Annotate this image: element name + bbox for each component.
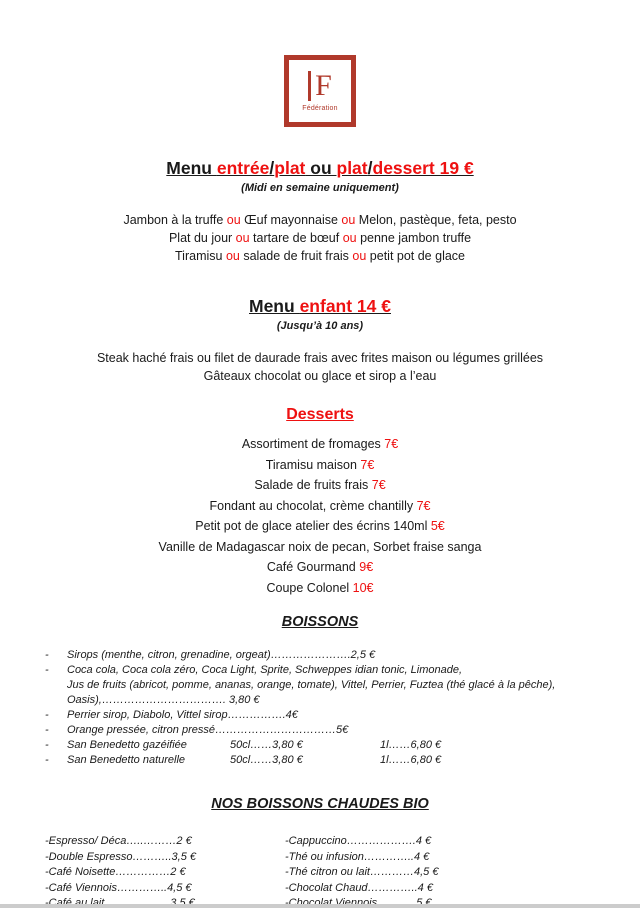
text-segment: penne jambon truffe <box>356 231 472 245</box>
boisson-item <box>45 648 640 663</box>
text-segment: Menu <box>249 296 300 316</box>
boisson-text: Perrier sirop, Diabolo, Vittel sirop…………….4€ <box>67 709 298 721</box>
desserts-list <box>0 434 640 598</box>
text-segment-red: 10€ <box>352 580 374 595</box>
list-dash: - <box>45 664 49 676</box>
text-segment-red: 7€ <box>371 478 386 492</box>
boisson-name: San Benedetto gazéifiée <box>67 739 187 751</box>
restaurant-logo <box>284 55 356 127</box>
text-segment: Jambon à la truffe <box>123 213 227 227</box>
boisson-price-50cl: 50cl……3,80 € <box>230 739 303 751</box>
text-segment: Steak haché frais ou filet de daurade frais avec frites maison ou légumes grillées <box>96 351 544 365</box>
hot-drinks-columns <box>0 834 640 912</box>
menu-adult-mains <box>0 229 640 247</box>
text-segment: Menu <box>166 158 217 178</box>
text-segment: Plat du jour <box>168 231 236 245</box>
text-segment: Salade de fruits frais <box>254 478 372 492</box>
hot-drink-item: -Café Viennois…………..4,5 € <box>45 881 192 894</box>
boisson-text: Coca cola, Coca cola zéro, Coca Light, Sprite, Schweppes idian tonic, Limonade, <box>67 664 462 676</box>
menu-child-dessert <box>0 367 640 385</box>
boisson-item-with-sizes <box>45 738 640 753</box>
list-dash: - <box>45 724 49 736</box>
text-segment: Vanille de Madagascar noix de pecan, Sorbet fraise sanga <box>158 539 482 554</box>
hot-drink-item: -Chocolat Chaud…………..4 € <box>285 881 433 894</box>
text-segment: / <box>269 158 275 178</box>
boisson-item-continuation <box>45 678 640 693</box>
text-segment-red: 7€ <box>360 457 375 472</box>
dessert-item <box>0 475 640 496</box>
text-segment: Fondant au chocolat, crème chantilly <box>209 498 417 513</box>
hot-drink-item: -Café Noisette……………2 € <box>45 866 186 878</box>
page-bottom-edge <box>0 904 640 908</box>
dessert-item <box>0 537 640 558</box>
menu-child-title <box>0 295 640 317</box>
text-segment-red: ou <box>226 213 241 227</box>
text-segment-red: entrée <box>216 158 270 178</box>
boisson-item <box>45 708 640 723</box>
boisson-name: San Benedetto naturelle <box>67 754 186 766</box>
text-segment: Coupe Colonel <box>266 580 353 595</box>
menu-adult-courses <box>0 211 640 265</box>
hot-drink-item: -Thé ou infusion…………..4 € <box>285 850 430 863</box>
text-segment: / <box>367 158 373 178</box>
dessert-item <box>0 496 640 517</box>
boisson-price-1l: 1l……6,80 € <box>380 754 442 766</box>
boisson-item <box>45 723 640 738</box>
list-dash: - <box>45 709 49 721</box>
text-segment-red: dessert 19 € <box>372 158 474 178</box>
boisson-text: Oasis),……………………………. 3,80 € <box>67 694 260 706</box>
text-segment: Assortiment de fromages <box>241 437 385 451</box>
text-segment: tartare de bœuf <box>249 231 343 245</box>
text-segment: Gâteaux chocolat ou glace et sirop a l’eau <box>203 369 437 383</box>
boisson-text: Jus de fruits (abricot, pomme, ananas, orange, tomate), Vittel, Perrier, Fuztea (thé glacé à la pêche), <box>67 679 556 691</box>
list-dash: - <box>45 754 49 766</box>
menu-adult-subtitle: (Midi en semaine uniquement) <box>241 182 399 194</box>
dessert-item <box>0 578 640 599</box>
text-segment: Café Gourmand <box>266 560 360 574</box>
boisson-item-continuation <box>45 693 640 708</box>
text-segment-red: ou <box>342 231 357 245</box>
text-segment: petit pot de glace <box>366 249 465 263</box>
text-segment-red: plat <box>274 158 306 178</box>
text-segment-red: plat <box>336 158 368 178</box>
text-segment-red: ou <box>225 249 240 263</box>
dessert-item <box>0 516 640 537</box>
text-segment-red: 7€ <box>384 437 399 451</box>
boisson-price-50cl: 50cl……3,80 € <box>230 754 303 766</box>
text-segment-red: ou <box>341 213 356 227</box>
text-segment-red: 7€ <box>416 498 431 513</box>
text-segment: ou <box>305 158 337 178</box>
desserts-heading: Desserts <box>286 406 354 423</box>
text-segment-red: enfant 14 € <box>299 296 391 316</box>
menu-child-main <box>0 349 640 367</box>
text-segment-red: ou <box>352 249 367 263</box>
boisson-item-with-sizes <box>45 753 640 768</box>
menu-adult-starters <box>0 211 640 229</box>
text-segment-red: 9€ <box>359 560 374 574</box>
boisson-text: Sirops (menthe, citron, grenadine, orgeat)………………….2,5 € <box>67 649 376 661</box>
dessert-item <box>0 455 640 476</box>
hot-drink-item: -Espresso/ Déca…..………2 € <box>45 835 192 847</box>
text-segment-red: 5€ <box>430 519 445 533</box>
menu-adult-desserts <box>0 247 640 265</box>
hot-drink-item: -Thé citron ou lait…………4,5 € <box>285 866 439 878</box>
text-segment: Petit pot de glace atelier des écrins 140ml <box>195 519 431 533</box>
list-dash: - <box>45 739 49 751</box>
menu-child-subtitle: (Jusqu’à 10 ans) <box>276 320 364 332</box>
hot-drinks-heading: NOS BOISSONS CHAUDES BIO <box>211 796 429 812</box>
text-segment: Tiramisu <box>175 249 226 263</box>
logo-letter-f: F <box>308 71 332 101</box>
dessert-item <box>0 557 640 578</box>
hot-drinks-column-left <box>45 834 285 912</box>
hot-drink-item: -Cappuccino……………….4 € <box>285 835 432 847</box>
text-segment: salade de fruit frais <box>239 249 353 263</box>
boisson-text: Orange pressée, citron pressé……………………………5€ <box>67 724 349 736</box>
hot-drink-item: -Double Espresso………..3,5 € <box>45 850 197 863</box>
list-dash: - <box>45 649 49 661</box>
text-segment: Œuf mayonnaise <box>240 213 342 227</box>
menu-adult-title <box>0 157 640 179</box>
boissons-list <box>0 648 640 768</box>
logo-caption: Fédération <box>302 104 338 112</box>
hot-drinks-column-right <box>285 834 525 912</box>
boisson-price-1l: 1l……6,80 € <box>380 739 442 751</box>
boisson-item <box>45 663 640 678</box>
text-segment: Tiramisu maison <box>265 457 361 472</box>
text-segment: Melon, pastèque, feta, pesto <box>355 213 517 227</box>
dessert-item <box>0 434 640 455</box>
boissons-heading: BOISSONS <box>281 614 359 630</box>
text-segment-red: ou <box>235 231 250 245</box>
menu-child-courses <box>0 349 640 385</box>
